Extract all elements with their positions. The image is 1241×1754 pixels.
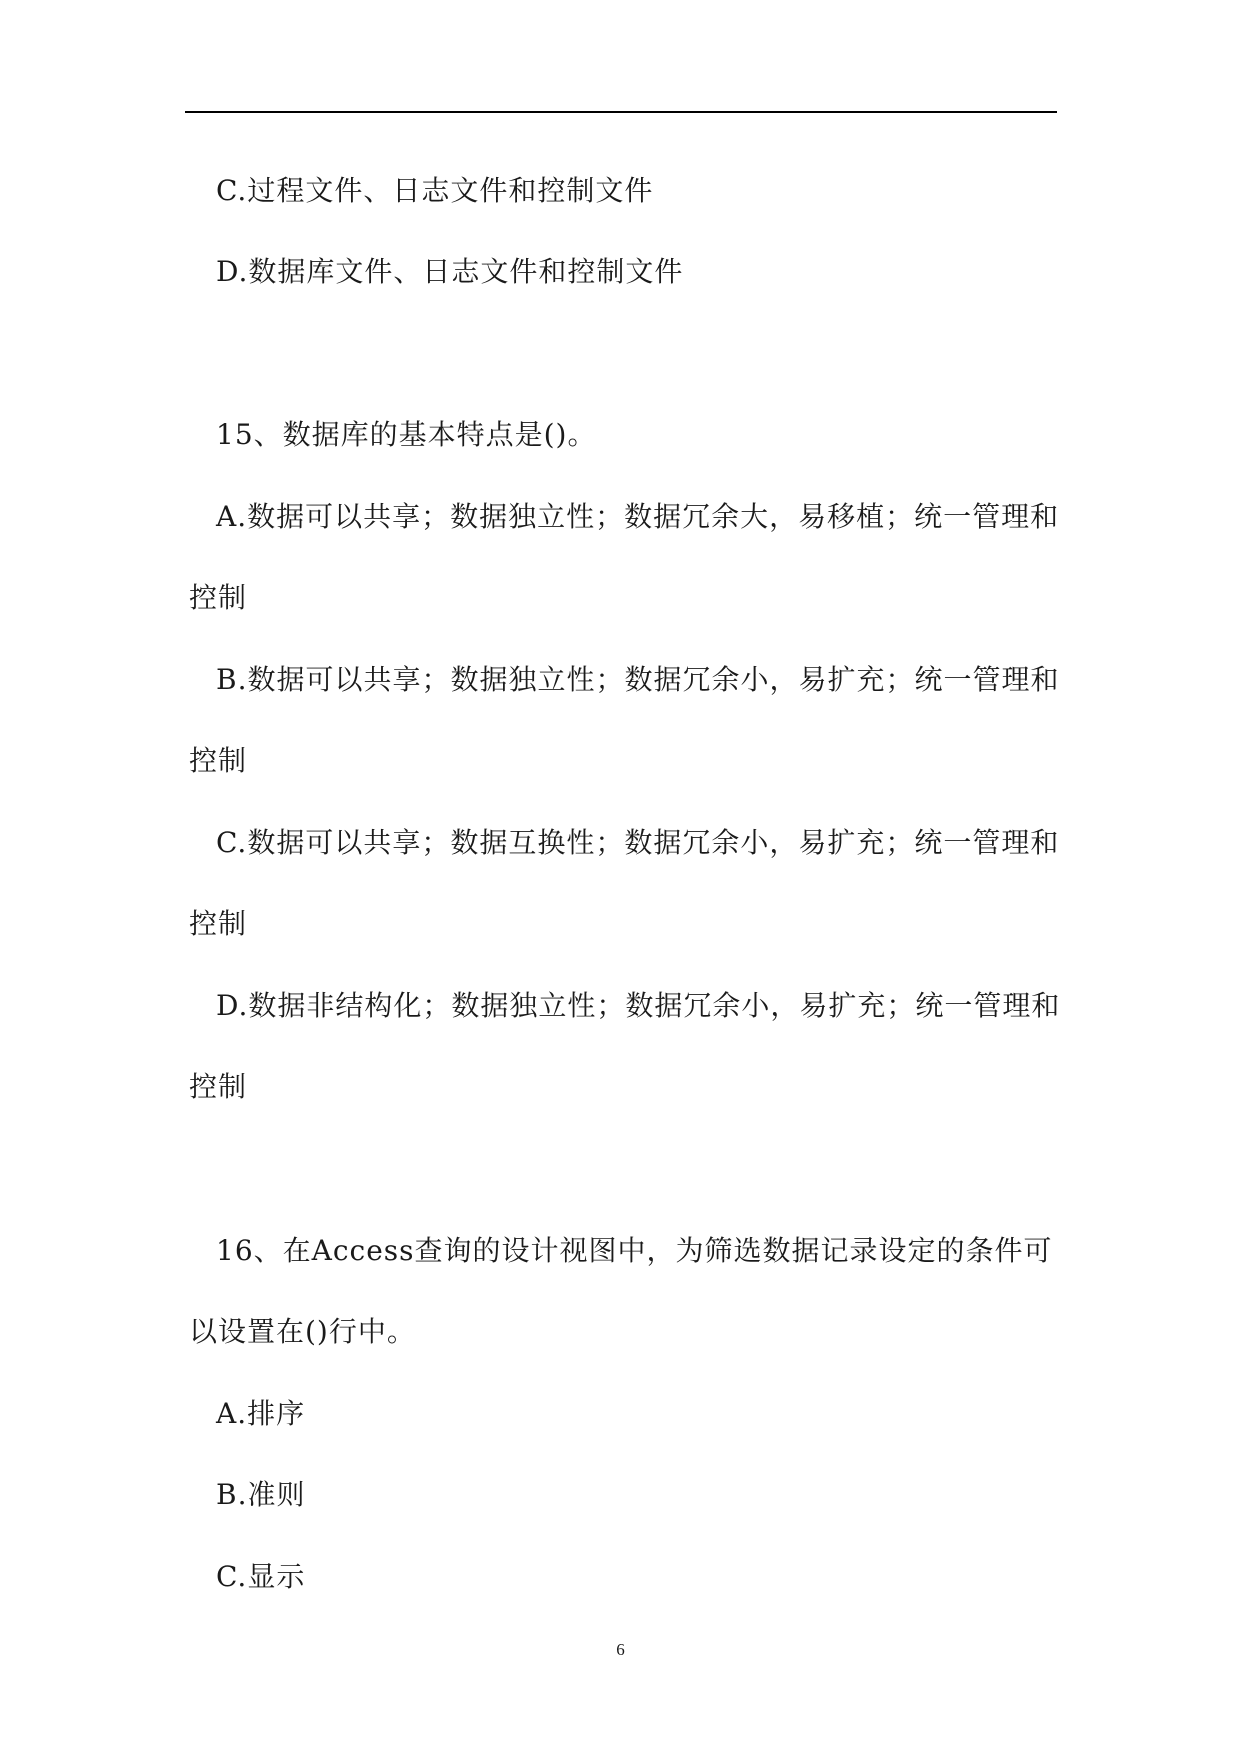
q15-option-d-line2: 控制 — [189, 1070, 248, 1103]
q15-option-c-line1: C.数据可以共享；数据互换性；数据冗余小，易扩充；统一管理和 — [216, 826, 1060, 859]
q14-option-c: C.过程文件、日志文件和控制文件 — [216, 174, 654, 207]
q15-option-b-line1: B.数据可以共享；数据独立性；数据冗余小，易扩充；统一管理和 — [216, 663, 1060, 696]
q15-option-b-line2: 控制 — [189, 744, 248, 777]
q15-option-d-line1: D.数据非结构化；数据独立性；数据冗余小，易扩充；统一管理和 — [216, 989, 1061, 1022]
q14-option-d: D.数据库文件、日志文件和控制文件 — [216, 255, 684, 288]
q15-option-a-line2: 控制 — [189, 581, 248, 614]
page-number: 6 — [616, 1640, 625, 1659]
q16-option-b: B.准则 — [216, 1478, 306, 1511]
q15-option-c-line2: 控制 — [189, 907, 248, 940]
q16-stem-line1: 16、在Access查询的设计视图中，为筛选数据记录设定的条件可 — [216, 1234, 1053, 1267]
q15-option-a-line1: A.数据可以共享；数据独立性；数据冗余大，易移植；统一管理和 — [216, 500, 1060, 533]
q16-stem-line2: 以设置在()行中。 — [189, 1315, 416, 1348]
q15-stem: 15、数据库的基本特点是()。 — [216, 418, 597, 451]
q16-option-c: C.显示 — [216, 1560, 306, 1593]
header-rule — [185, 111, 1057, 113]
q16-option-a: A.排序 — [216, 1397, 306, 1430]
